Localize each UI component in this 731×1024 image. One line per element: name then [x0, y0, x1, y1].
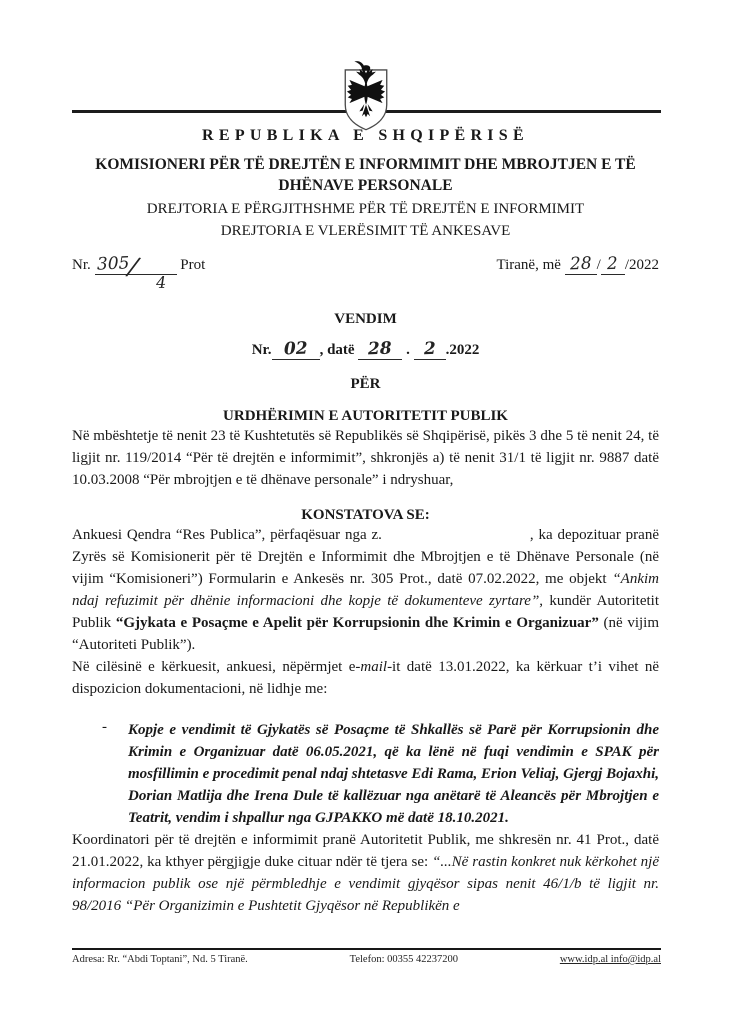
handwritten-day: 28	[569, 253, 592, 275]
decision-nr-slot	[272, 338, 320, 360]
handwritten-decision-number: 02	[283, 338, 308, 360]
date-year: /2022	[624, 257, 659, 273]
public-authority-name: “Gjykata e Posaçme e Apelit për Korrupsionin dhe Krimin e Organizuar”	[115, 615, 599, 631]
footer-address: Adresa: Rr. “Abdi Toptani”, Nd. 5 Tiranë.	[72, 954, 248, 965]
text-run: Ankuesi Qendra “Res Publica”, përfaqësuar nga z.	[72, 527, 382, 543]
decision-nr-label: Nr.	[251, 342, 272, 358]
page-footer	[72, 948, 661, 965]
handwritten-slash: /	[126, 251, 140, 282]
response-quote: “...Në rastin konkret nuk kërkohet një informacion publik ose një përmbledhje e vendimit gjyqësor sipas nenit 46/1/b të ligjit nr. 98/2016 “Për Organizimin e Pushtetit Gjyqësor në Republikën e	[72, 854, 659, 914]
decision-month-slot	[414, 338, 446, 360]
republic-title: REPUBLIKA E SHQIPËRISË	[202, 127, 529, 144]
decision-dot: .	[406, 342, 410, 358]
text-run: -it datë 13.01.2022, ka kërkuar t’i vihet në dispozicion dokumentacioni, në lidhje me:	[72, 659, 659, 697]
complaint-paragraph	[72, 524, 659, 656]
date-separator: /	[596, 257, 601, 273]
directorates	[72, 198, 659, 242]
legal-basis-paragraph: Në mbështetje të nenit 23 të Kushtetutës së Republikës së Shqipërisë, pikës 3 dhe 5 të nenit 24, të ligjit nr. 119/2014 “Për të drejtën e informimit”, shkronjës a) të nenit 31/1 të ligjit nr. 9887 datë 10.03.2008 “Për mbrojtjen e të dhënave personale” i ndryshuar,	[72, 428, 659, 488]
protocol-number-field	[72, 251, 206, 293]
subject-heading: URDHËRIMIN E AUTORITETIT PUBLIK	[223, 408, 508, 424]
footer-website-link[interactable]: www.idp.al info@idp.al	[559, 954, 661, 965]
decision-number-date	[72, 338, 659, 360]
per-heading: PËR	[350, 376, 381, 392]
request-paragraph	[72, 656, 659, 700]
decision-day-slot	[358, 338, 402, 360]
text-run: Koordinatori për të drejtën e informimit pranë Autoritetit Publik, me shkresën nr. 41 Prot., datë 21.01.2022, ka kthyer përgjigje duke cituar ndër të tjera se:	[72, 832, 659, 870]
prot-label: Prot	[180, 257, 206, 273]
text-run: (në vijim “Autoriteti Publik”).	[72, 615, 659, 653]
handwritten-month: 2	[607, 253, 619, 275]
place-date-label: Tiranë, më	[496, 257, 561, 273]
requested-document-text: Kopje e vendimit të Gjykatës së Posaçme të Shkallës së Parë për Korrupsionin dhe Krimin e Organizuar datë 06.05.2021, që ka lënë në fuqi vendimin e SPAK për mosfillimin e procedimit penal ndaj shtetasve Edi Rama, Erion Veliaj, Gjergj Bojaxhi, Dorian Matlija dhe Irena Dule të kallëzuar nga anëtarë të Aleancës për Mbrojtjen e Teatrit, vendim i shpallur nga GJPAKKO më datë 18.10.2021.	[128, 722, 659, 826]
date-day-slot	[565, 253, 597, 275]
commissioner-name	[72, 154, 659, 196]
footer-phone: Telefon: 00355 42237200	[349, 954, 458, 965]
protocol-nr-label: Nr.	[72, 257, 91, 273]
handwritten-protocol-number: 305	[96, 253, 130, 275]
bullet-dash: -	[102, 719, 107, 735]
text-run: , kundër Autoritetit Publik	[72, 593, 659, 631]
protocol-row	[72, 251, 659, 293]
decision-year: .2022	[445, 342, 480, 358]
decision-date-label: , datë	[319, 342, 355, 358]
directorate-general: DREJTORIA E PËRGJITHSHME PËR TË DREJTËN E INFORMIMIT	[146, 201, 585, 217]
handwritten-decision-day: 28	[368, 338, 393, 360]
handwritten-decision-month: 2	[423, 338, 436, 360]
place-date-field	[496, 253, 659, 275]
handwritten-protocol-suffix: 4	[155, 272, 167, 293]
complaint-object-quote: “Ankim ndaj refuzimit për dhënie informacioni dhe kopje të dokumenteve zyrtare”	[72, 571, 659, 609]
decision-heading: VENDIM	[334, 311, 397, 327]
email-word: mail	[360, 659, 388, 675]
request-list-item	[72, 719, 659, 829]
response-paragraph	[72, 829, 659, 917]
text-run: Në cilësinë e kërkuesit, ankuesi, nëpërmjet e-	[72, 659, 361, 675]
date-month-slot	[601, 253, 625, 275]
konstatova-heading: KONSTATOVA SE:	[301, 507, 430, 523]
text-run: , ka depozituar pranë Zyrës së Komisionerit për të Drejtën e Informimit dhe Mbrojtjen e të Dhënave Personale (në vijim “Komisioneri”) Formularin e Ankesës nr. 305 Prot., datë 07.02.2022, me objekt	[72, 527, 659, 587]
org-name-line1: KOMISIONERI PËR TË DREJTËN E INFORMIMIT DHE MBROJTJEN E TË	[95, 156, 636, 173]
org-name-line2: DHËNAVE PERSONALE	[278, 177, 453, 194]
directorate-complaints: DREJTORIA E VLERËSIMIT TË ANKESAVE	[220, 223, 511, 239]
